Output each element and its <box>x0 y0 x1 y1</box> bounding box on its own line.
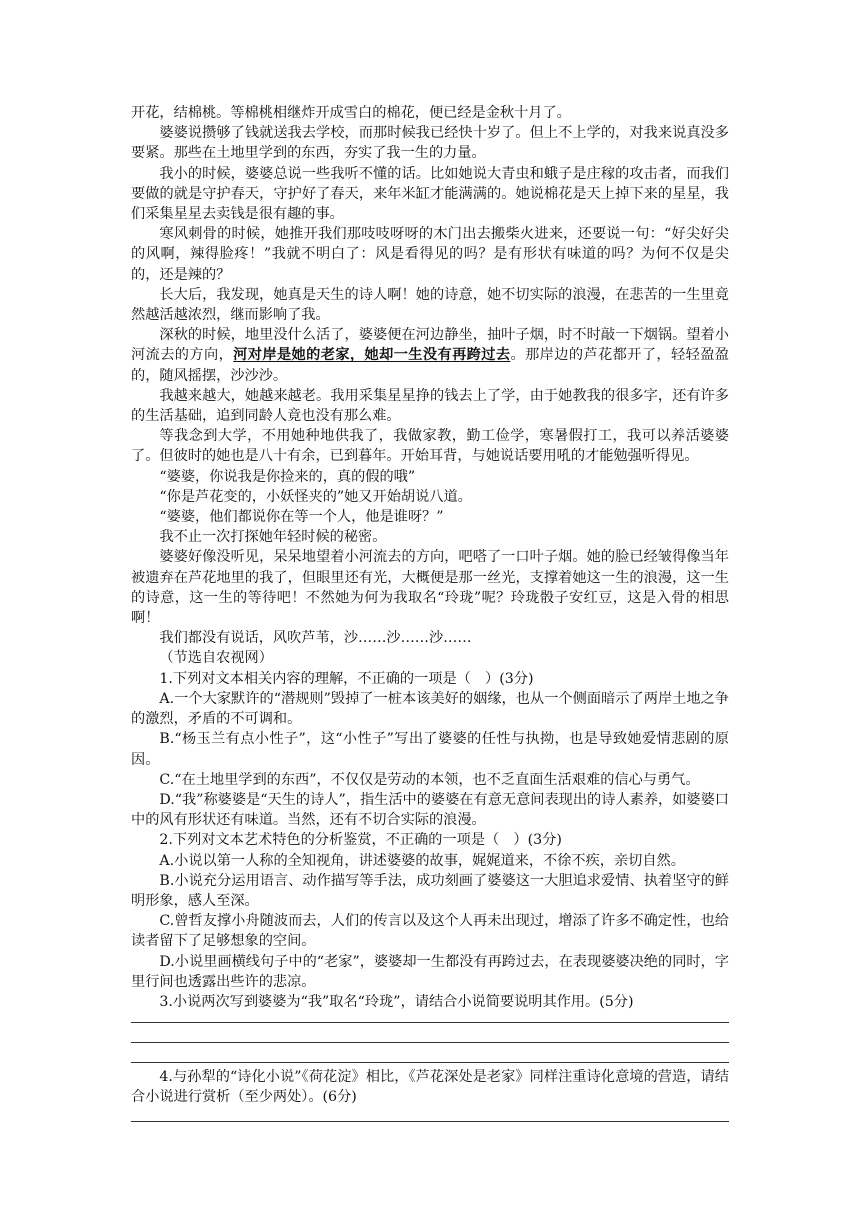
paragraph: 我小的时候，婆婆总说一些我听不懂的话。比如她说大青虫和蛾子是庄稼的攻击者，而我们要做的就是守护春天，守护好了春天，来年米缸才能满满的。她说棉花是天上掉下来的星星，我们采集星星去卖钱是很有趣的事。 <box>131 165 729 223</box>
paragraph: 长大后，我发现，她真是天生的诗人啊！她的诗意，她不切实际的浪漫，在悲苦的一生里竟然越活越浓烈，继而影响了我。 <box>131 286 729 324</box>
paragraph-text: 深秋的时候，地里没什么活了，婆婆便在河边静坐，抽叶子烟，时不时敲一下烟锅。望着小河流去的方向， <box>131 327 729 364</box>
dialogue-line: “婆婆，他们都说你在等一个人，他是谁呀？” <box>159 509 444 526</box>
dialogue-line: “婆婆，你说我是你捡来的，真的假的哦” <box>159 468 416 485</box>
article-body <box>131 103 729 1122</box>
paragraph: 寒风刺骨的时候，她推开我们那吱吱呀呀的木门出去搬柴火进来，还要说一句：“好尖好尖的风啊，辣得脸疼！”我就不明白了：风是看得见的吗？是有形状有味道的吗？为何不仅是尖的，还是辣的？ <box>131 226 729 283</box>
question-2: 2.下列对文本艺术特色的分析鉴赏，不正确的一项是（ ）(3分) <box>159 832 562 849</box>
option-d: D.“我”称婆婆是“天生的诗人”，指生活中的婆婆在有意无意间表现出的诗人素养，如婆婆口中的风有形状还有味道。当然，还有不切合实际的浪漫。 <box>131 791 729 829</box>
option-a: A.一个大家默许的“潜规则”毁掉了一桩本该美好的姻缘，也从一个侧面暗示了两岸土地之争的激烈，矛盾的不可调和。 <box>131 690 729 728</box>
source-note: （节选自农视网） <box>159 650 273 667</box>
paragraph: 我越来越大，她越来越老。我用采集星星挣的钱去上了学，由于她教我的很多字，还有许多的生活基础，追到同龄人竟也没有那么难。 <box>131 387 729 425</box>
question-4: 4.与孙犁的“诗化小说”《荷花淀》相比，《芦花深处是老家》同样注重诗化意境的营造，请结合小说进行赏析（至少两处）。(6分) <box>131 1069 729 1106</box>
option-c: C.“在土地里学到的东西”，不仅仅是劳动的本领，也不乏直面生活艰难的信心与勇气。 <box>159 771 700 788</box>
underlined-sentence: 河对岸是她的老家，她却一生没有再跨过去 <box>233 347 511 364</box>
answer-line <box>131 1042 729 1043</box>
question-1: 1.下列对文本相关内容的理解，不正确的一项是（ ）(3分) <box>159 670 534 687</box>
answer-line <box>131 1062 729 1063</box>
paragraph: 开花，结棉桃。等棉桃相继炸开成雪白的棉花，便已经是金秋十月了。 <box>131 105 571 121</box>
paragraph <box>131 325 729 386</box>
answer-line <box>131 1022 729 1023</box>
question-3: 3.小说两次写到婆婆为“我”取名“玲珑”，请结合小说简要说明其作用。(5分) <box>159 993 634 1010</box>
option-d: D.小说里画横线句子中的“老家”，婆婆却一生都没有再跨过去，在表现婆婆决绝的同时，字里行间也透露出些许的悲凉。 <box>131 953 729 990</box>
paragraph: 我们都没有说话，风吹芦苇，沙……沙……沙…… <box>159 630 472 647</box>
dialogue-line: “你是芦花变的，小妖怪夹的”她又开始胡说八道。 <box>159 488 472 505</box>
paragraph: 婆婆好像没听见，呆呆地望着小河流去的方向，吧嗒了一口叶子烟。她的脸已经皱得像当年被遗弃在芦花地里的我了，但眼里还有光，大概便是那一丝光，支撑着她这一生的浪漫，这一生的诗意，这一生的等待吧！不然她为何为我取名“玲珑”呢？玲珑骰子安红豆，这是入骨的相思啊！ <box>131 549 729 627</box>
option-a: A.小说以第一人称的全知视角，讲述婆婆的故事，娓娓道来，不徐不疾，亲切自然。 <box>159 852 685 869</box>
answer-line <box>131 1121 729 1122</box>
option-c: C.曾哲友撑小舟随波而去，人们的传言以及这个人再未出现过，增添了许多不确定性，也给读者留下了足够想象的空间。 <box>131 913 729 950</box>
paragraph: 婆婆说攒够了钱就送我去学校，而那时候我已经快十岁了。但上不上学的，对我来说真没多要紧。那些在土地里学到的东西，夯实了我一生的力量。 <box>131 125 729 162</box>
paragraph: 等我念到大学，不用她种地供我了，我做家教，勤工俭学，寒暑假打工，我可以养活婆婆了。但彼时的她也是八十有余，已到暮年。开始耳背，与她说话要用吼的才能勉强听得见。 <box>131 428 729 465</box>
option-b: B.“杨玉兰有点小性子”，这“小性子”写出了婆婆的任性与执拗，也是导致她爱情悲剧的原因。 <box>131 731 729 768</box>
paragraph-text: 。那岸边的芦花都开了，轻轻盈盈的，随风摇摆，沙沙沙。 <box>131 347 729 384</box>
paragraph: 我不止一次打探她年轻时候的秘密。 <box>159 529 387 546</box>
option-b: B.小说充分运用语言、动作描写等手法，成功刻画了婆婆这一大胆追求爱情、执着坚守的鲜明形象，感人至深。 <box>131 872 729 909</box>
